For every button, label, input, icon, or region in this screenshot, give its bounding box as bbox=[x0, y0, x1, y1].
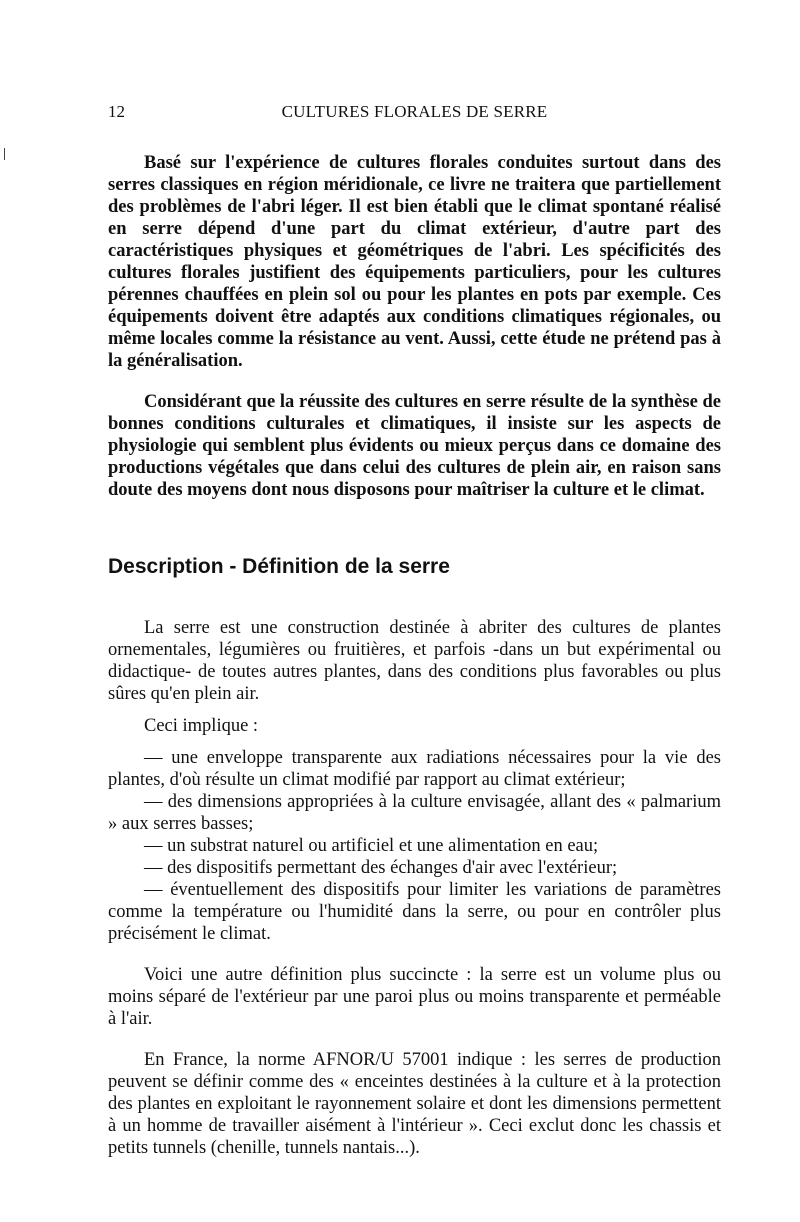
list-item: — éventuellement des dispositifs pour limiter les variations de paramètres comme la température ou l'humidité dans la serre, ou pour en contrôler plus précisément le climat. bbox=[108, 880, 721, 944]
page-number: 12 bbox=[108, 102, 125, 121]
implies-paragraph: Ceci implique : bbox=[144, 716, 259, 736]
list-item: — un substrat naturel ou artificiel et une alimentation en eau; bbox=[144, 836, 599, 856]
page-header bbox=[108, 96, 721, 126]
section-heading: Description - Définition de la serre bbox=[108, 555, 450, 578]
list-item: — des dispositifs permettant des échanges d'air avec l'extérieur; bbox=[144, 858, 618, 878]
intro-section bbox=[108, 152, 721, 501]
afnor-paragraph: En France, la norme AFNOR/U 57001 indique : les serres de production peuvent se définir comme des « enceintes destinées à la culture et à la protection des plantes en exploitant le rayonnement solaire et dont les dimensions permettent à un homme de travailler aisément à l'intérieur ». Ceci exclut donc les chassis et petits tunnels (chenille, tunnels nantais...). bbox=[108, 1050, 721, 1158]
definition-section bbox=[108, 617, 721, 1159]
page-content bbox=[108, 152, 721, 1159]
margin-mark bbox=[4, 148, 5, 160]
intro-paragraph-2: Considérant que la réussite des cultures en serre résulte de la synthèse de bonnes conditions culturales et climatiques, il insiste sur les aspects de physiologie qui semblent plus évidents ou mieux perçus dans ce domaine des productions végétales que dans celui des cultures de plein air, en raison sans doute des moyens dont nous disposons pour maîtriser la culture et le climat. bbox=[108, 392, 721, 500]
list-item: — une enveloppe transparente aux radiations nécessaires pour la vie des plantes, d'où résulte un climat modifié par rapport au climat extérieur; bbox=[108, 748, 721, 790]
alt-definition-paragraph: Voici une autre définition plus succincte : la serre est un volume plus ou moins séparé de l'extérieur par une paroi plus ou moins transparente et perméable à l'air. bbox=[108, 965, 721, 1029]
document-page bbox=[108, 96, 721, 1159]
list-item: — des dimensions appropriées à la culture envisagée, allant des « palmarium » aux serres basses; bbox=[108, 792, 721, 834]
running-title: CULTURES FLORALES DE SERRE bbox=[281, 102, 548, 121]
intro-paragraph-1: Basé sur l'expérience de cultures florales conduites surtout dans des serres classiques en région méridionale, ce livre ne traitera que partiellement des problèmes de l'abri léger. Il est bien établi que le climat spontané réalisé en serre dépend d'une part du climat extérieur, d'autre part des caractéristiques physiques et géométriques de l'abri. Les spécificités des cultures florales justifient des équipements particuliers, pour les cultures pérennes chauffées en plein sol ou pour les plantes en pots par exemple. Ces équipements doivent être adaptés aux conditions climatiques régionales, ou même locales comme la résistance au vent. Aussi, cette étude ne prétend pas à la généralisation. bbox=[108, 153, 721, 371]
definition-paragraph: La serre est une construction destinée à abriter des cultures de plantes ornementales, légumières ou fruitières, et parfois -dans un but expérimental ou didactique- de toutes autres plantes, dans des conditions plus favorables ou plus sûres qu'en plein air. bbox=[108, 618, 721, 704]
